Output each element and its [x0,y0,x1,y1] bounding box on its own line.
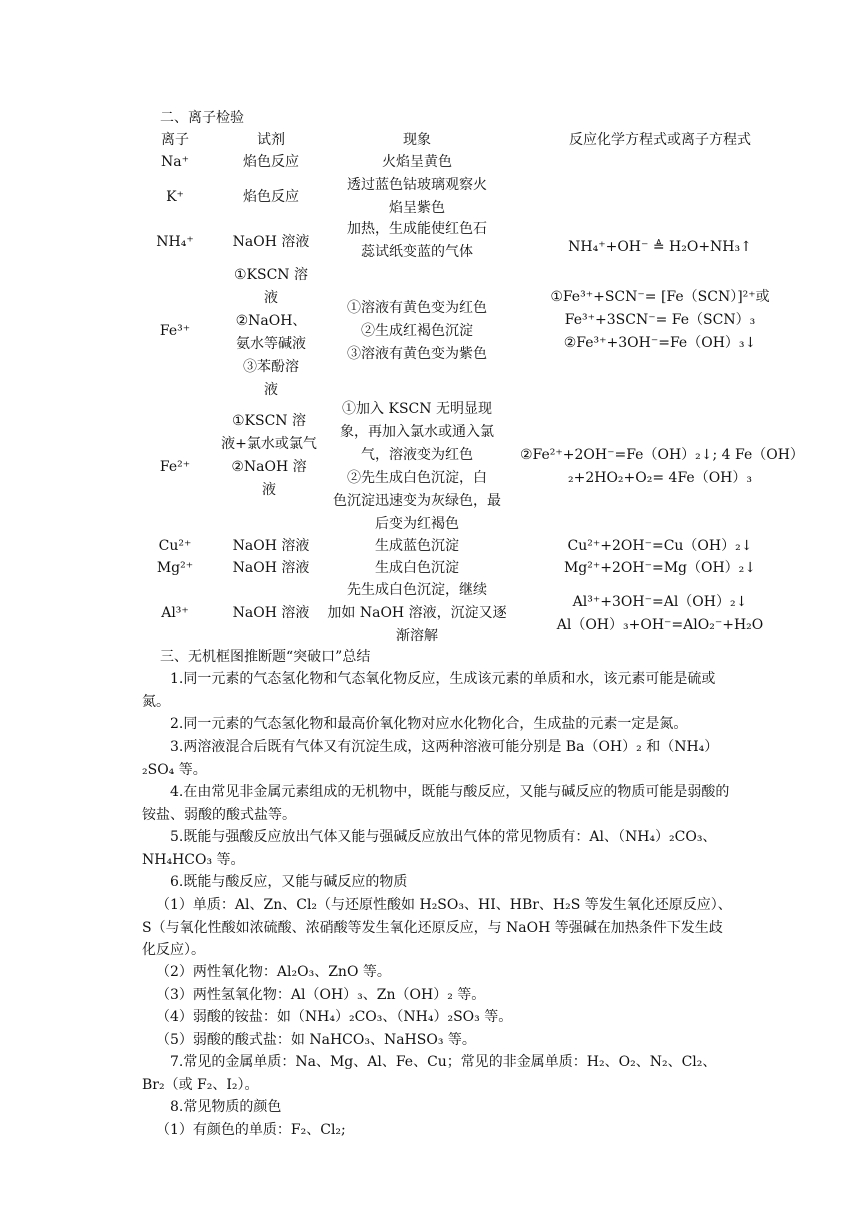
reagent-cell: ①KSCN 溶 液+氯水或氯气 ②NaOH 溶 液 [221,413,317,498]
reagent-cell: 焰色反应 [243,154,299,170]
equation-cell: Mg²⁺+2OH⁻=Mg（OH）₂↓ [563,560,757,576]
ion-cell: Cu²⁺ [158,538,192,554]
phenomenon-cell: 生成白色沉淀 [375,560,459,576]
ion-cell: Na⁺ [161,154,189,170]
list-item: 3.两溶液混合后既有气体又有沉淀生成，这两种溶液可能分别是 Ba（OH）₂ 和（NH₄）₂SO₄ 等。 [142,739,719,778]
list-item: 4.在由常见非金属元素组成的无机物中，既能与酸反应，又能与碱反应的物质可能是弱酸的铵盐、弱酸的酸式盐等。 [142,784,730,823]
phenomenon-cell: 火焰呈黄色 [382,154,452,170]
ion-cell: K⁺ [166,189,184,205]
list-item: 6.既能与酸反应，又能与碱反应的物质 [170,874,408,890]
phenomenon-cell: 透过蓝色钴玻璃观察火 焰呈紫色 [347,177,487,216]
equation-cell: ①Fe³⁺+SCN⁻= [Fe（SCN）]²⁺或 Fe³⁺+3SCN⁻= Fe（SCN）₃ ②Fe³⁺+3OH⁻=Fe（OH）₃↓ [550,289,770,351]
equation-cell: Al³⁺+3OH⁻=Al（OH）₂↓ Al（OH）₃+OH⁻=AlO₂⁻+H₂O [556,594,764,633]
header-phenomenon: 现象 [403,132,431,148]
header-reagent: 试剂 [257,132,285,148]
ion-cell: Fe²⁺ [159,459,191,475]
list-item: （2）两性氧化物：Al₂O₃、ZnO 等。 [156,964,391,980]
reagent-cell: ①KSCN 溶 液 ②NaOH、 氨水等碱液 ③苯酚溶 液 [233,267,308,398]
ion-cell: Fe³⁺ [159,323,191,339]
ion-cell: Al³⁺ [161,605,189,621]
list-item: （5）弱酸的酸式盐：如 NaHCO₃、NaHSO₃ 等。 [156,1032,476,1048]
header-equation: 反应化学方程式或离子方程式 [569,132,751,148]
list-item: 1.同一元素的气态氢化物和气态氧化物反应，生成该元素的单质和水，该元素可能是硫或氮。 [142,671,716,710]
section-title: 二、离子检验 [160,110,244,126]
list-item: （1）有颜色的单质：F₂、Cl₂; [156,1122,346,1138]
ion-cell: NH₄⁺ [156,234,194,250]
reagent-cell: 焰色反应 [243,189,299,205]
list-item: 5.既能与强酸反应放出气体又能与强碱反应放出气体的常见物质有：Al、（NH₄）₂CO₃、NH₄HCO₃ 等。 [142,829,717,868]
phenomenon-cell: 先生成白色沉淀，继续 加如 NaOH 溶液，沉淀又逐 渐溶解 [327,582,507,644]
list-item: （1）单质：Al、Zn、Cl₂（与还原性酸如 H₂SO₃、HI、HBr、H₂S 等发生氧化还原反应）、S（与氧化性酸如浓硫酸、浓硝酸等发生氧化还原反应，与 NaOH 等强碱在加热条件下发生歧化反应）。 [142,897,732,958]
section-title: 三、无机框图推断题“突破口”总结 [160,649,371,665]
reagent-cell: NaOH 溶液 [232,560,310,576]
phenomenon-cell: 加热，生成能使红色石 蕊试纸变蓝的气体 [347,221,487,260]
list-item: 2.同一元素的气态氢化物和最高价氧化物对应水化物化合，生成盐的元素一定是氮。 [170,716,688,732]
list-item: （3）两性氢氧化物：Al（OH）₃、Zn（OH）₂ 等。 [156,987,486,1003]
list-item: 8.常见物质的颜色 [170,1099,282,1115]
phenomenon-cell: ①加入 KSCN 无明显现 象，再加入氯水或通入氯 气，溶液变为红色 ②先生成白色沉淀，白 色沉淀迅速变为灰绿色，最 后变为红褐色 [333,401,501,532]
reagent-cell: NaOH 溶液 [232,605,310,621]
phenomenon-cell: 生成蓝色沉淀 [375,538,459,554]
reagent-cell: NaOH 溶液 [232,234,310,250]
equation-cell: ②Fe²⁺+2OH⁻=Fe（OH）₂↓; 4 Fe（OH） ₂+2HO₂+O₂= 4Fe（OH）₃ [520,447,804,486]
header-ion: 离子 [161,132,189,148]
equation-cell: Cu²⁺+2OH⁻=Cu（OH）₂↓ [567,538,753,554]
reagent-cell: NaOH 溶液 [232,538,310,554]
equation-cell: NH₄⁺+OH⁻ ≜ H₂O+NH₃↑ [568,239,752,255]
list-item: 7.常见的金属单质：Na、Mg、Al、Fe、Cu；常见的非金属单质：H₂、O₂、N₂、Cl₂、Br₂（或 F₂、I₂）。 [142,1054,717,1093]
phenomenon-cell: ①溶液有黄色变为红色 ②生成红褐色沉淀 ③溶液有黄色变为紫色 [347,300,487,362]
list-item: （4）弱酸的铵盐：如（NH₄）₂CO₃、（NH₄）₂SO₃ 等。 [156,1009,513,1025]
ion-cell: Mg²⁺ [156,560,194,576]
